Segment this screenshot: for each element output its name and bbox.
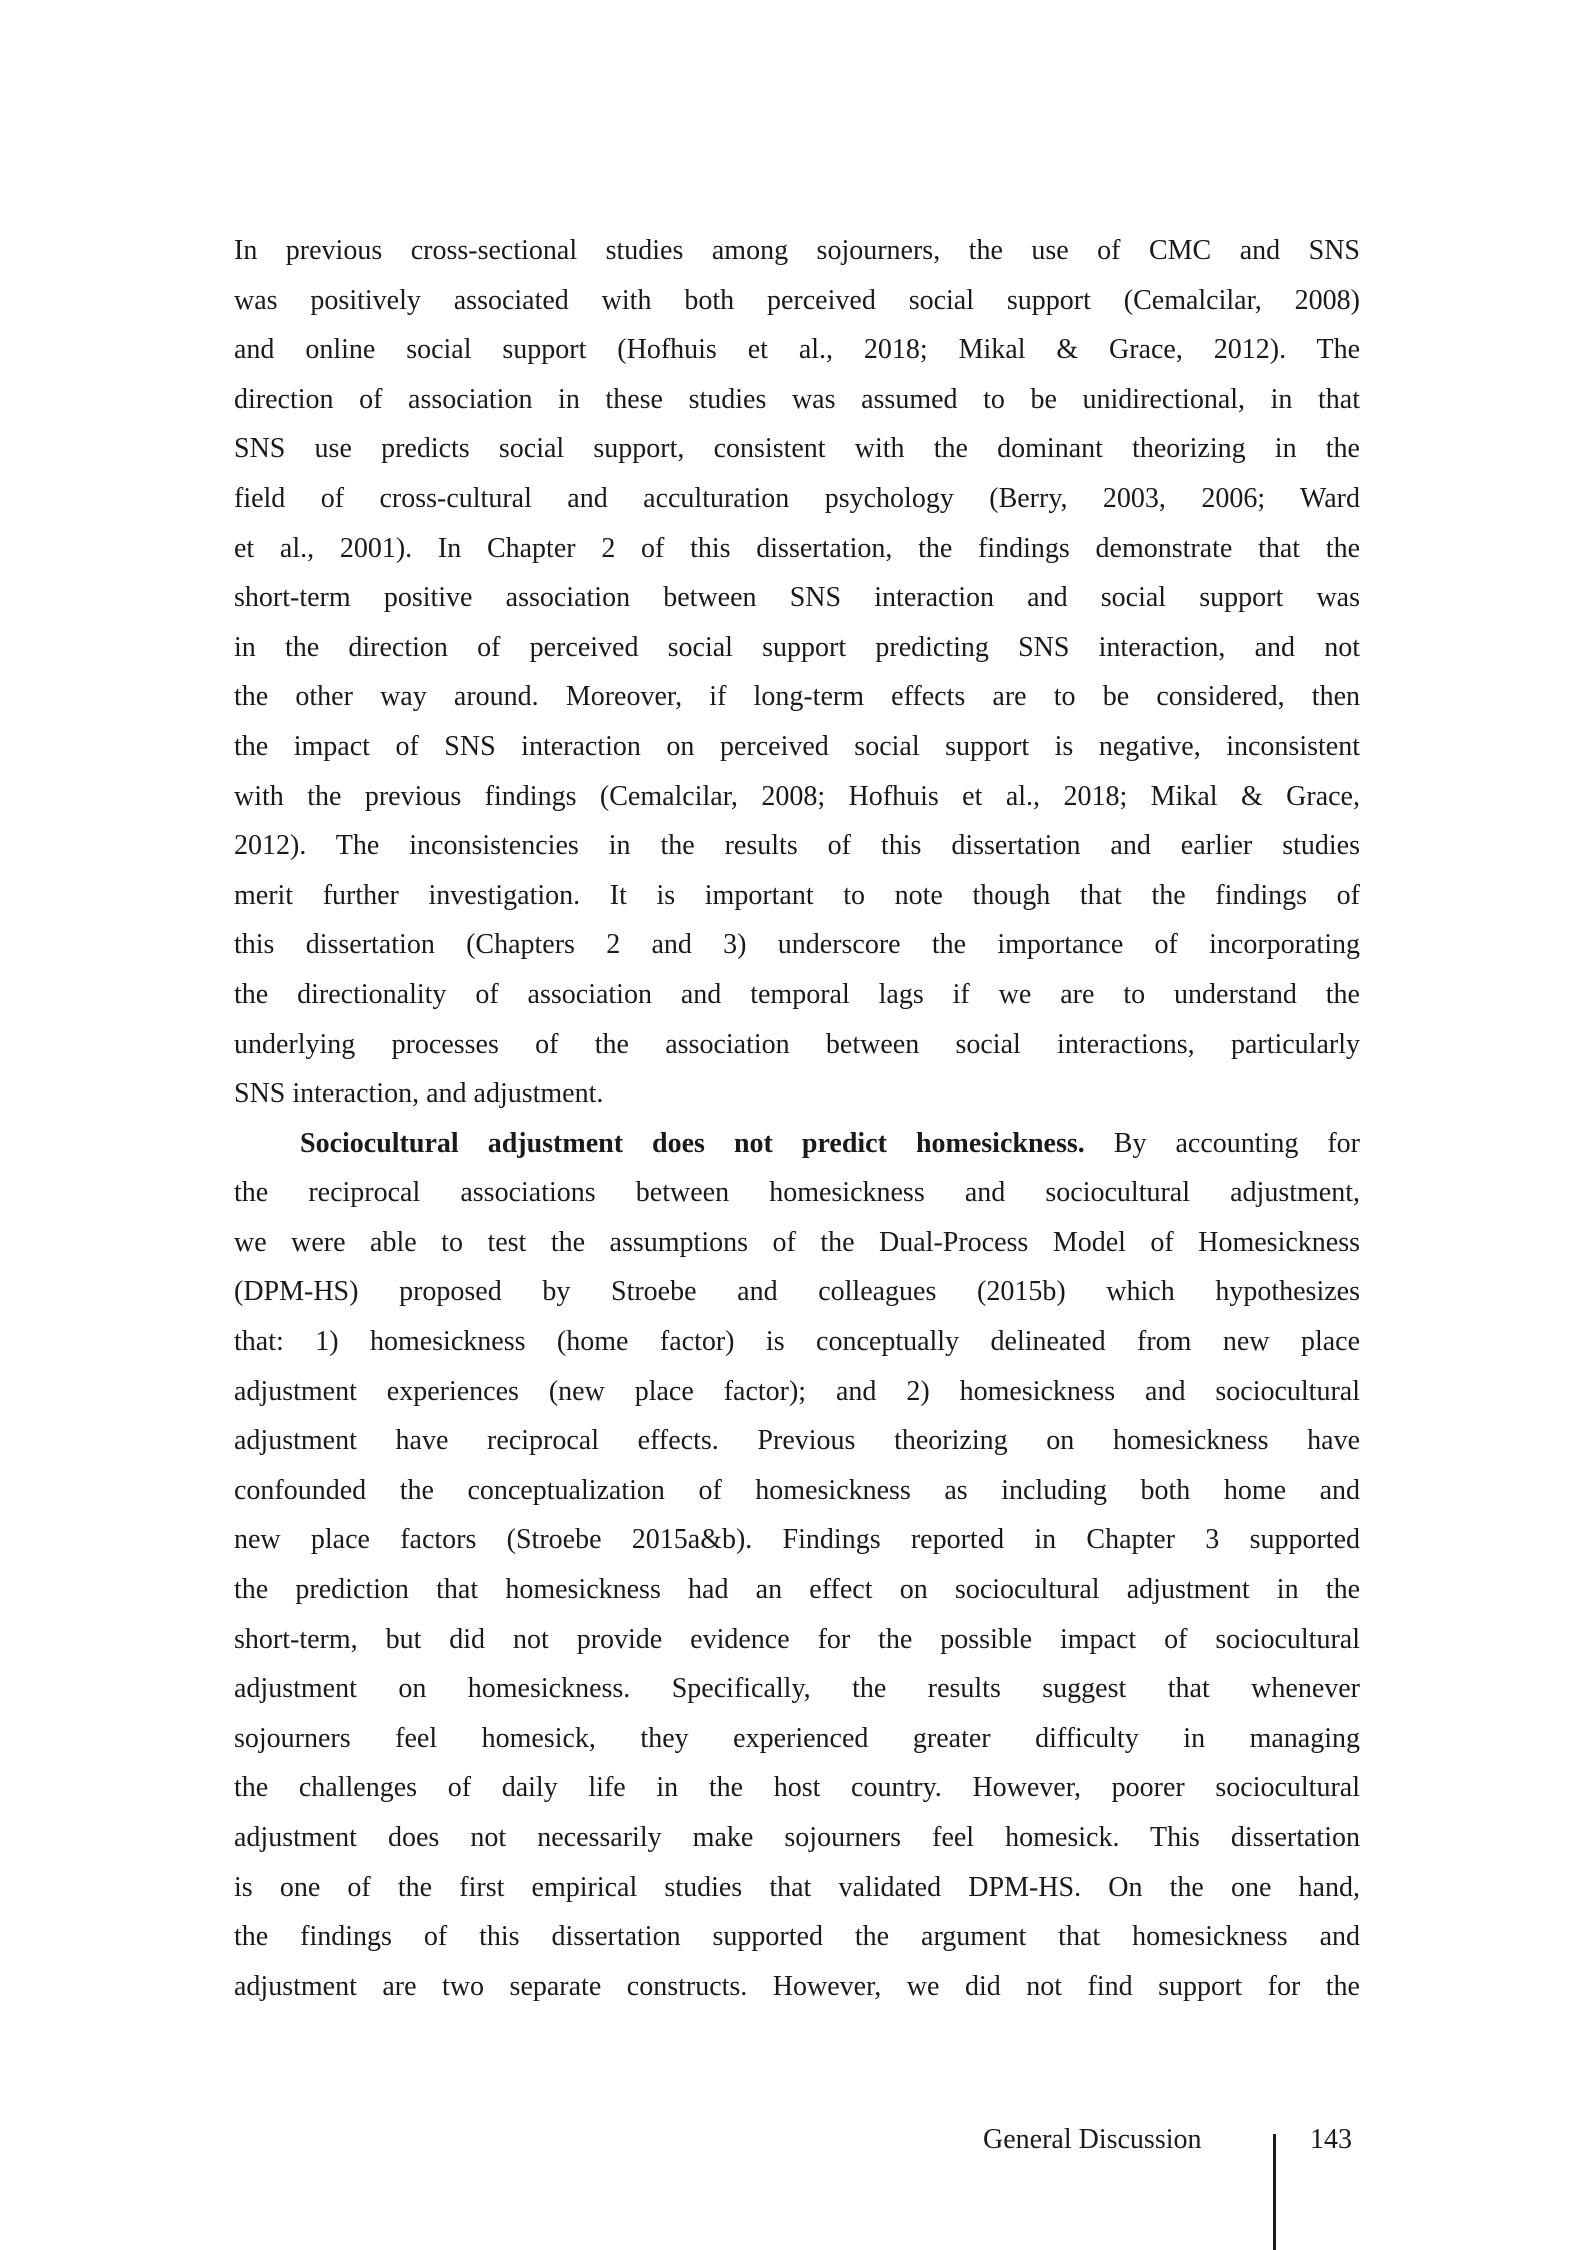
text-line: is one of the first empirical studies that validated DPM-HS. On the one hand, [234,1871,1360,1903]
text-line: 2012). The inconsistencies in the results of this dissertation and earlier studies [234,830,1360,862]
text-line: new place factors (Stroebe 2015a&b). Findings reported in Chapter 3 supported [234,1524,1360,1556]
page-number: 143 [1310,2124,1352,2155]
text-line: sojourners feel homesick, they experienced greater difficulty in managing [234,1722,1360,1754]
text-line: the prediction that homesickness had an effect on sociocultural adjustment in the [234,1574,1360,1606]
text-line: was positively associated with both perceived social support (Cemalcilar, 2008) [234,284,1360,316]
paragraph-2 [234,1119,1360,2012]
text-line: the reciprocal associations between homesickness and sociocultural adjustment, [234,1177,1360,1209]
text-line: (DPM-HS) proposed by Stroebe and colleagues (2015b) which hypothesizes [234,1276,1360,1308]
text-line: the challenges of daily life in the host country. However, poorer sociocultural [234,1772,1360,1804]
text-line: adjustment on homesickness. Specifically, the results suggest that whenever [234,1673,1360,1705]
text-line: the impact of SNS interaction on perceived social support is negative, inconsistent [234,730,1360,762]
text-line: merit further investigation. It is important to note though that the findings of [234,879,1360,911]
text-line: and online social support (Hofhuis et al., 2018; Mikal & Grace, 2012). The [234,334,1360,366]
text-line: In previous cross-sectional studies among sojourners, the use of CMC and SNS [234,235,1360,266]
text-line: the findings of this dissertation supported the argument that homesickness and [234,1921,1360,1953]
text-line: adjustment does not necessarily make sojourners feel homesick. This dissertation [234,1822,1360,1853]
text-line: that: 1) homesickness (home factor) is conceptually delineated from new place [234,1326,1360,1358]
text-line: in the direction of perceived social support predicting SNS interaction, and not [234,631,1360,663]
text-line: confounded the conceptualization of homesickness as including both home and [234,1474,1360,1506]
paragraph-1 [234,226,1360,1119]
section-run-in-heading: Sociocultural adjustment does not predict homesickness. [300,1127,1085,1159]
text-line: SNS interaction, and adjustment. [234,1078,604,1110]
running-footer-title: General Discussion [983,2124,1202,2155]
body-text [234,226,1360,2011]
footer-divider [1273,2134,1276,2250]
text-line: we were able to test the assumptions of the Dual-Process Model of Homesickness [234,1226,1360,1258]
text-line: adjustment experiences (new place factor); and 2) homesickness and sociocultural [234,1375,1360,1407]
text-line: underlying processes of the association between social interactions, particularly [234,1028,1360,1060]
text-line: field of cross-cultural and acculturation psychology (Berry, 2003, 2006; Ward [234,482,1360,514]
text-line: short-term, but did not provide evidence for the possible impact of sociocultural [234,1623,1360,1655]
text-line-segment: By accounting for [1084,1127,1360,1159]
text-line: adjustment have reciprocal effects. Previous theorizing on homesickness have [234,1425,1360,1457]
text-line: the other way around. Moreover, if long-term effects are to be considered, then [234,681,1360,713]
text-line: the directionality of association and temporal lags if we are to understand the [234,978,1360,1010]
text-line: et al., 2001). In Chapter 2 of this dissertation, the findings demonstrate that the [234,532,1360,564]
text-line: SNS use predicts social support, consistent with the dominant theorizing in the [234,433,1360,465]
text-line: this dissertation (Chapters 2 and 3) underscore the importance of incorporating [234,929,1360,961]
paragraph-2-first-line [234,1119,1360,1169]
text-line: adjustment are two separate constructs. However, we did not find support for the [234,1970,1360,2002]
text-line: with the previous findings (Cemalcilar, 2008; Hofhuis et al., 2018; Mikal & Grace, [234,780,1360,812]
text-line: short-term positive association between SNS interaction and social support was [234,582,1360,614]
text-line: direction of association in these studies was assumed to be unidirectional, in that [234,383,1360,415]
